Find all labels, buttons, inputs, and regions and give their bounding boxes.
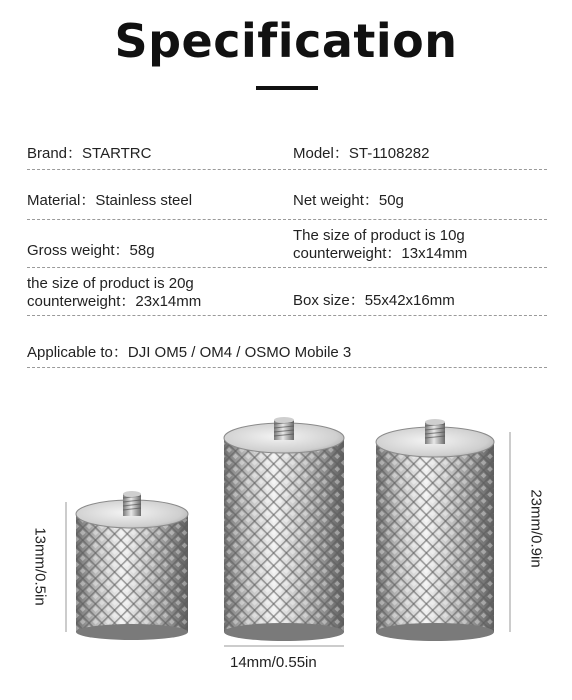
spec-material: Material：Stainless steel xyxy=(27,192,193,209)
spec-size10-line1: The size of product is 10g xyxy=(293,227,465,244)
spec-net-weight: Net weight：50g xyxy=(293,192,404,209)
spec-row-applicable xyxy=(27,316,547,368)
spec-gross-weight: Gross weight：58g xyxy=(27,242,155,259)
spec-size20-line2: counterweight：23x14mm xyxy=(27,293,202,310)
small-height-label: 13mm/0.5in xyxy=(31,527,49,606)
spec-box-size: Box size：55x42x16mm xyxy=(293,292,455,309)
large-height-label: 23mm/0.9in xyxy=(527,489,545,568)
spec-row-gross-size10 xyxy=(27,220,547,268)
width-label: 14mm/0.55in xyxy=(230,654,317,671)
large-counterweight-right xyxy=(376,419,494,641)
spec-row-brand-model xyxy=(27,140,547,170)
large-counterweight-middle xyxy=(224,417,344,641)
spec-model: Model：ST-1108282 xyxy=(293,145,430,162)
product-illustration xyxy=(0,380,572,700)
title-underline xyxy=(256,86,318,90)
small-counterweight xyxy=(76,491,188,640)
spec-size10-line2: counterweight：13x14mm xyxy=(293,245,468,262)
spec-size20-line1: the size of product is 20g xyxy=(27,275,194,292)
spec-brand: Brand：STARTRC xyxy=(27,145,152,162)
spec-applicable: Applicable to：DJI OM5 / OM4 / OSMO Mobile 3 xyxy=(27,344,352,361)
page-title: Specification xyxy=(114,14,458,68)
spec-row-material-weight xyxy=(27,170,547,220)
spec-row-size20-box xyxy=(27,268,547,316)
